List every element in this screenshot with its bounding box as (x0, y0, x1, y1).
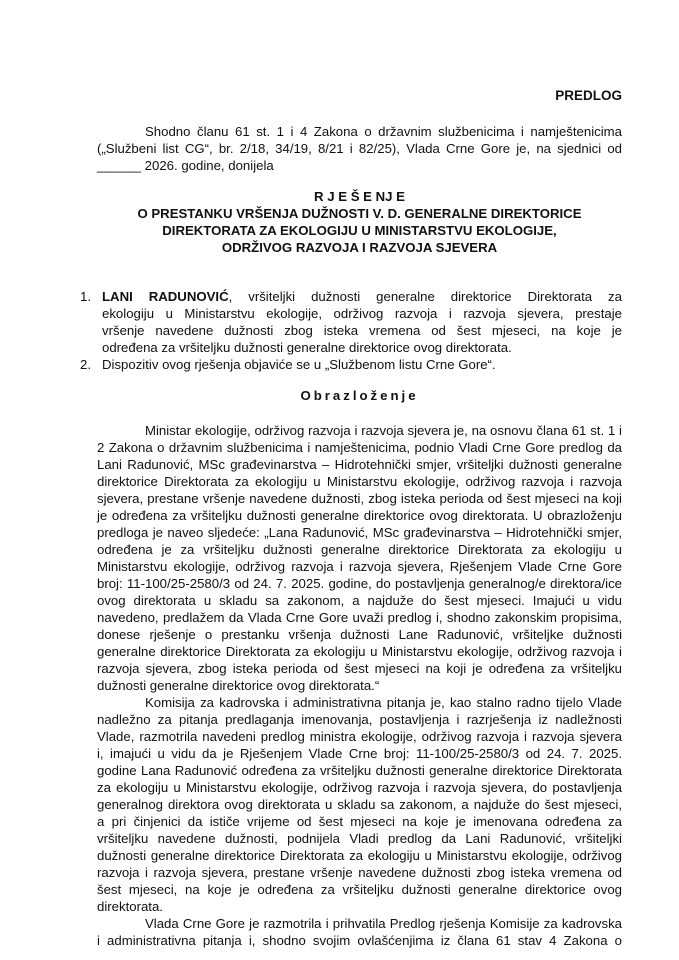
person-name: LANI RADUNOVIĆ (102, 289, 229, 304)
text-line: Komisija za kadrovska i administrativna pitanja je, kao stalno radno tijelo Vlade (145, 695, 622, 710)
text-line: i, imajući u vidu da je Rješenjem Vlade Crne broj: 11-100/25-2580/3 od 24. 7. 2025. (97, 746, 622, 761)
text-line: („Službeni list CG“, br. 2/18, 34/19, 8/21 i 82/25), Vlada Crne Gore je, na sjednici od (97, 141, 622, 156)
text-line: šest mjeseci, na koje je određena za vršiteljku dužnosti generalne direktorice ovog (97, 882, 622, 897)
text-line: generalnog direktora ovog direktorata u skladu sa zakonom, a najduže do šest mjeseci, (97, 797, 622, 812)
decision-title (97, 188, 622, 256)
list-item (80, 356, 622, 373)
list-item (80, 288, 622, 356)
text-line: ovog direktorata u skladu sa zakonom, a najduže do šest mjeseci. Imajući u vidu (97, 593, 622, 608)
item-number: 2. (80, 357, 91, 372)
text-line: određena za vršiteljku dužnosti generalne direktorice ovog direktorata. (102, 340, 512, 355)
text-line: predloga je naveo sljedeće: „Lana Radunović, MSc građevinarstva – Hidrotehnički smjer, (97, 525, 622, 540)
item-text: Dispozitiv ovog rješenja objaviće se u „Službenom listu Crne Gore“. (102, 357, 496, 372)
text-line: O PRESTANKU VRŠENJA DUŽNOSTI V. D. GENERALNE DIREKTORICE (137, 206, 582, 221)
explanation-body (97, 422, 622, 949)
text-line: broj: 11-100/25-2580/3 od 24. 7. 2025. godine, do postavljenja generalnog/e direktora/ice (97, 576, 622, 591)
text-line: ______ 2026. godine, donijela (97, 158, 274, 173)
explanation-heading: Obrazloženje (300, 388, 419, 403)
text-line: sjevera, prestane vršenje navedene dužnosti, zbog isteka perioda od šest mjeseci na koji (97, 491, 622, 506)
text-line: i administrativna pitanja i, shodno svojim ovlašćenjima iz člana 61 stav 4 Zakona o (97, 933, 622, 948)
item-text: , vršiteljki dužnosti generalne direktorice Direktorata za (228, 289, 622, 304)
text-line: je određena za vršiteljku dužnosti generalne direktorice ovog direktorata. U obrazloženju (97, 508, 622, 523)
text-line: ODRŽIVOG RAZVOJA I RAZVOJA SJEVERA (221, 240, 498, 255)
text-line: godine Lana Radunović određena za vršiteljku dužnosti generalne direktorice Direktorata (97, 763, 622, 778)
text-line: generalne direktorice Direktorata za ekologiju u Ministarstvu ekologije, održivog razvoja i (97, 644, 622, 659)
item-number: 1. (80, 289, 91, 304)
text-line: Shodno članu 61 st. 1 i 4 Zakona o državnim službenicima i namještenicima (145, 124, 622, 139)
text-line: a pri činjenici da ističe vrijeme od šest mjeseci na koje je imenovana određena za (97, 814, 622, 829)
text-line: direktorata. (97, 899, 163, 914)
text-line: direktorice Direktorata za ekologiju u Ministarstvu ekologije, održivog razvoja i razvoja (97, 474, 622, 489)
text-line: nadležno za pitanja predlaganja imenovanja, postavljenja i razrješenja iz nadležnosti (97, 712, 622, 727)
text-line: Ministarstvu ekologije, održivog razvoja i razvoja sjevera, Rješenjem Vlade Crne Gore (97, 559, 622, 574)
text-line: navedeno, predlažem da Vlada Crne Gore uvaži predlog i, shodno zakonskim propisima, (97, 610, 622, 625)
text-line: dužnosti generalne direktorice Direktorata za ekologiju u Ministarstvu ekologije, održivog (97, 848, 622, 863)
text-line: 2 Zakona o državnim službenicima i namještenicima, podnio Vladi Crne Gore predlog da (97, 440, 622, 455)
document-label: PREDLOG (555, 88, 622, 103)
text-line: Lani Radunović, MSc građevinarstva – Hidrotehnički smjer, vršiteljki dužnosti generalne (97, 457, 622, 472)
text-line: R J E Š E NJ E (314, 189, 405, 204)
text-line: donese rješenje o prestanku vršenja dužnosti Lane Radunović, vršiteljke dužnosti (97, 627, 622, 642)
intro-paragraph (97, 123, 622, 174)
text-line: razvoja i razvoja sjevera, prestane vršenje navedene dužnosti zbog isteka vremena od (97, 865, 622, 880)
text-line: Vlada Crne Gore je razmotrila i prihvatila Predlog rješenja Komisije za kadrovska (145, 916, 622, 931)
text-line: dužnosti generalne direktorice ovog direktorata.“ (97, 678, 380, 693)
text-line (80, 356, 622, 373)
text-line: Ministar ekologije, održivog razvoja i razvoja sjevera je, na osnovu člana 61 st. 1 i (145, 423, 622, 438)
text-line (80, 288, 622, 305)
text-line: vršenje navedene dužnosti zbog isteka vremena od šest mjeseci, na koje je (102, 323, 622, 338)
text-line: određena je za vršiteljku dužnosti generalne direktorice Direktorata za ekologiju u (97, 542, 622, 557)
text-line: za ekologiju u Ministarstvu ekologije, održivog razvoja i razvoja sjevera, do postavljenja (97, 780, 622, 795)
text-line: DIREKTORATA ZA EKOLOGIJU U MINISTARSTVU EKOLOGIJE, (162, 223, 557, 238)
text-line: razvoja sjevera, zbog isteka perioda od šest mjeseci na koji je određena za vršiteljku (97, 661, 622, 676)
text-line: vršiteljku navedene dužnosti, podnijela Vladi predlog da Lani Radunović, vršiteljki (97, 831, 622, 846)
text-line: ekologiju u Ministarstvu ekologije, održivog razvoja i razvoja sjevera, prestaje (102, 306, 622, 321)
text-line: Vlade, razmotrila navedeni predlog ministra ekologije, održivog razvoja i razvoja sjevera (97, 729, 622, 744)
